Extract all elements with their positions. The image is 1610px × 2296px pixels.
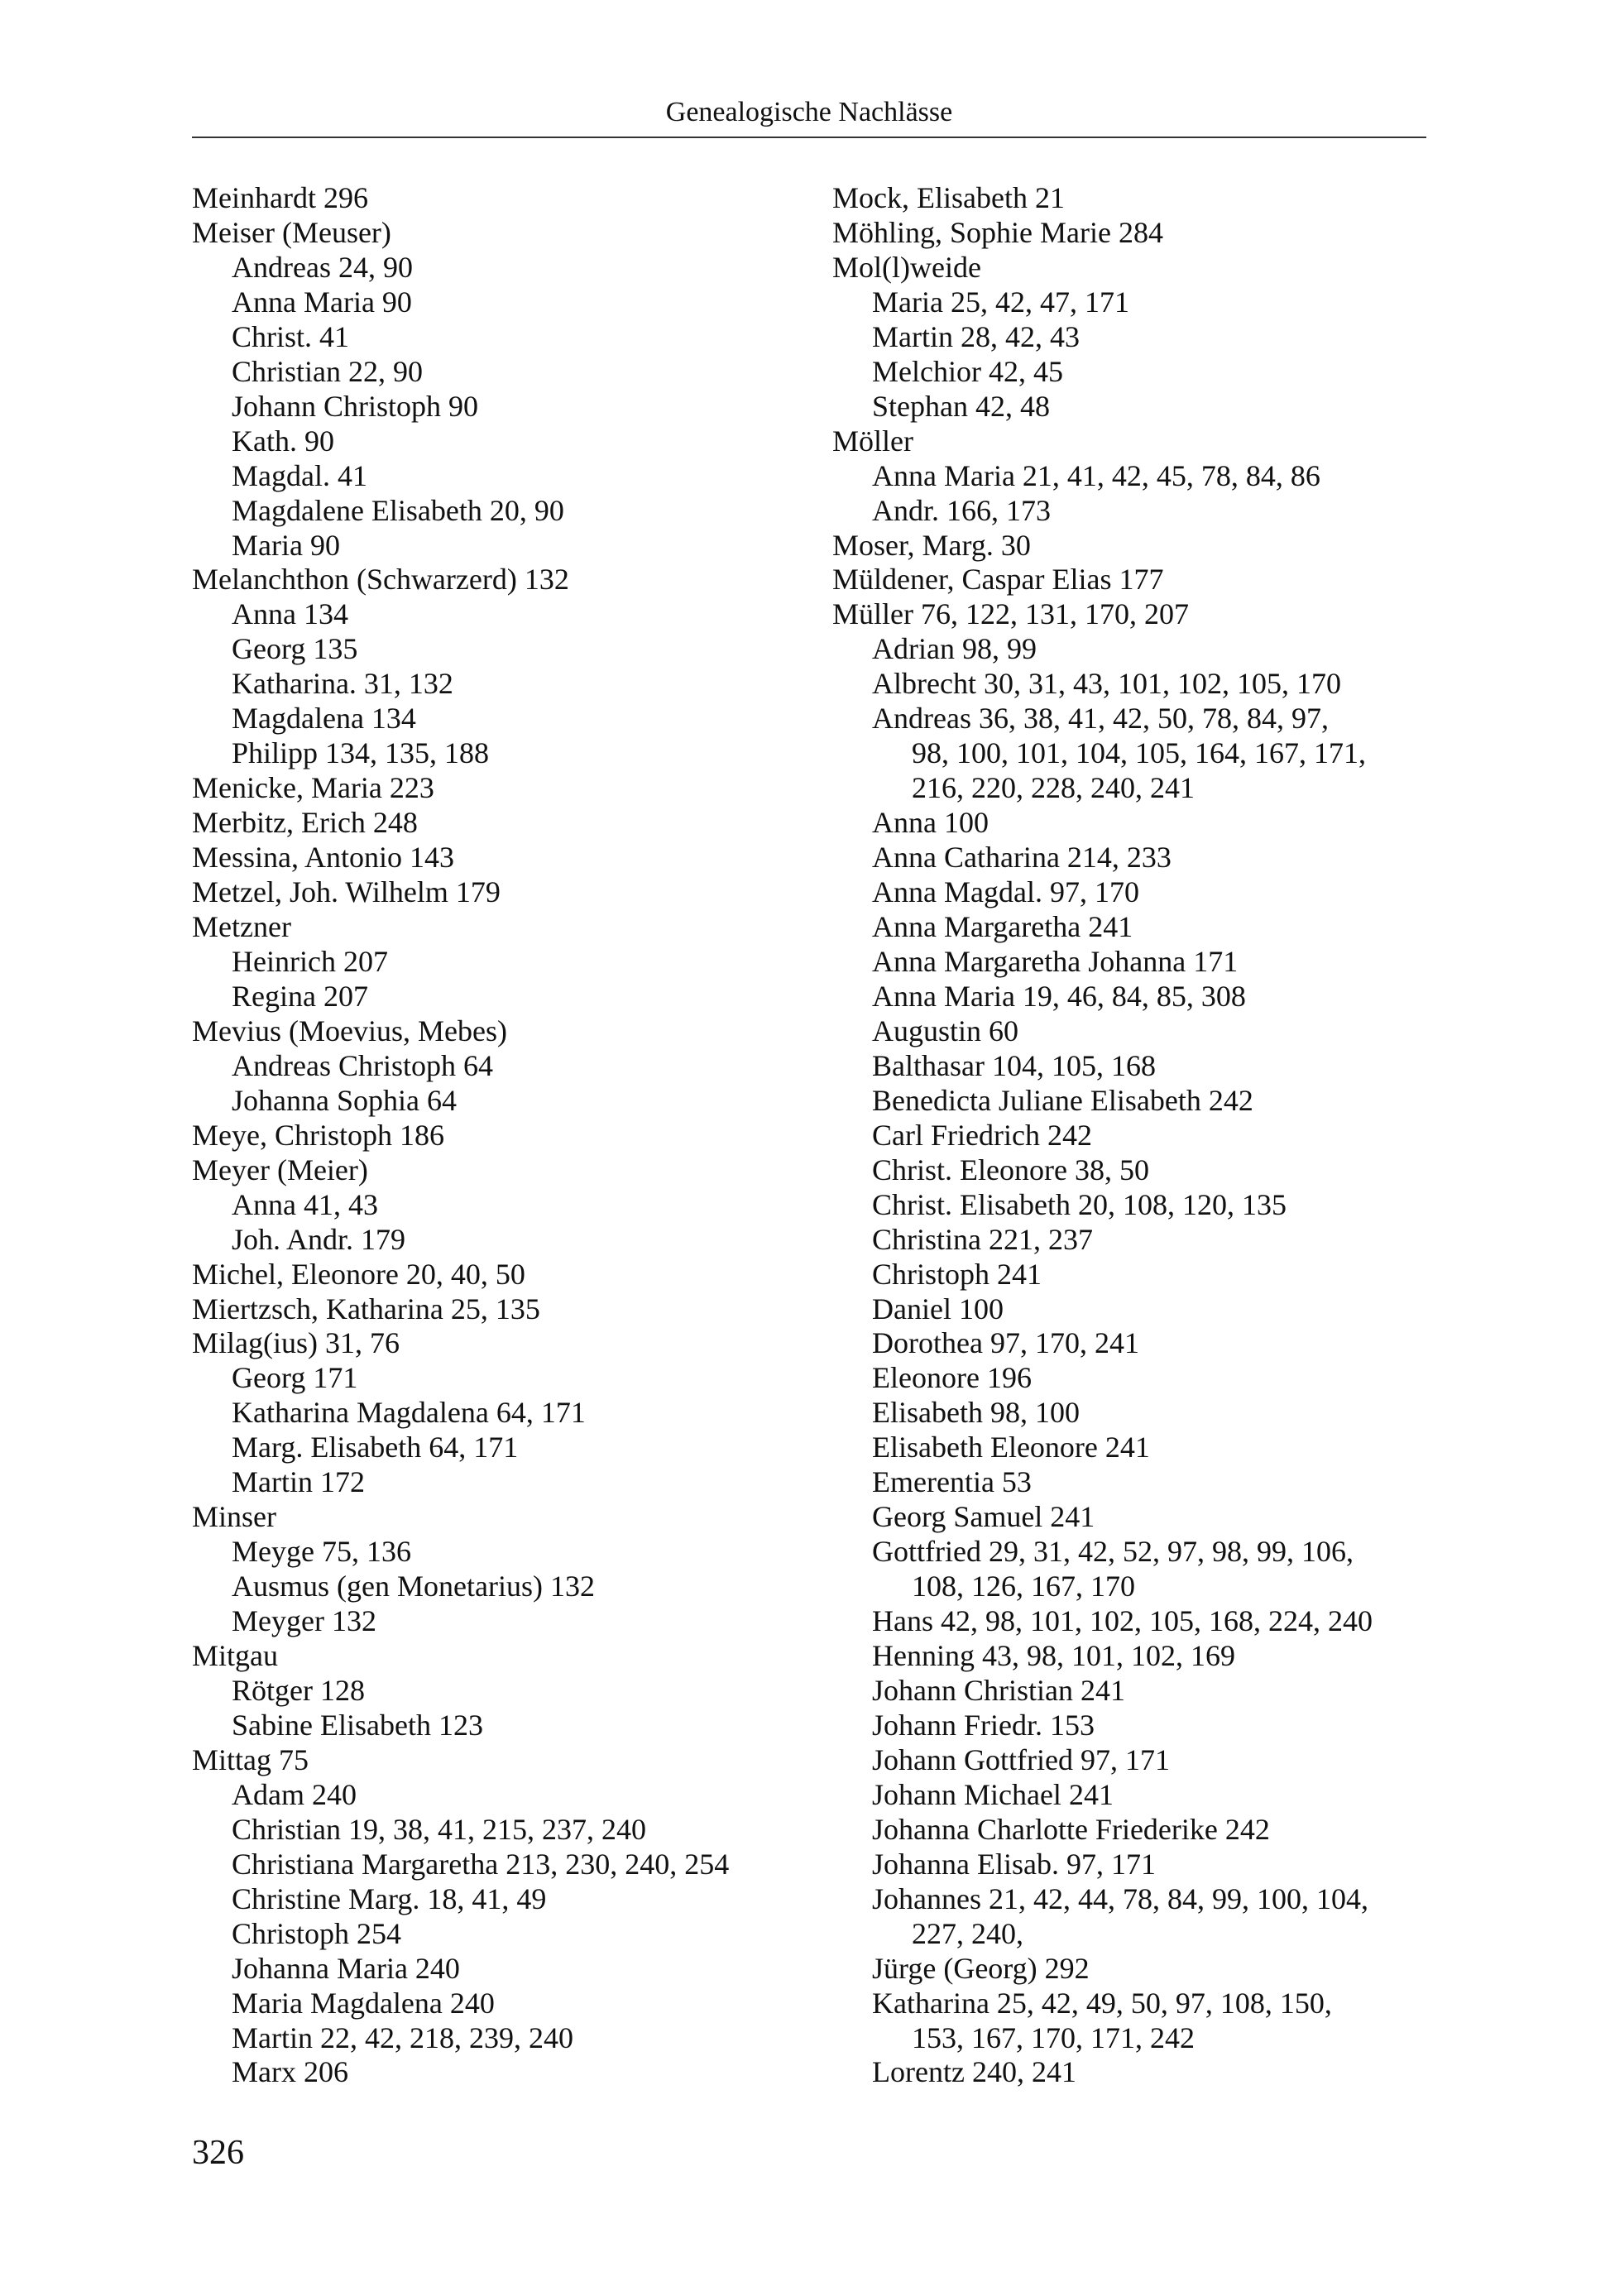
index-subentry: Lorentz 240, 241	[872, 2055, 1076, 2089]
index-entry: Mock, Elisabeth 21	[832, 181, 1065, 214]
index-subentry: Eleonore 196	[872, 1361, 1032, 1395]
index-subentry: Christian 22, 90	[232, 354, 423, 388]
index-subentry: Adam 240	[232, 1777, 357, 1811]
index-entry: Meye, Christoph 186	[192, 1118, 444, 1152]
index-continuation: 153, 167, 170, 171, 242	[912, 2020, 1195, 2054]
index-subentry: Johann Gottfried 97, 171	[872, 1742, 1170, 1776]
index-entry: Mittag 75	[192, 1742, 309, 1776]
index-subentry: Hans 42, 98, 101, 102, 105, 168, 224, 240	[872, 1604, 1373, 1638]
index-entry: Mevius (Moevius, Mebes)	[192, 1014, 507, 1047]
index-subentry: Jürge (Georg) 292	[872, 1951, 1090, 1985]
index-entry: Milag(ius) 31, 76	[192, 1326, 400, 1360]
index-subentry: Johanna Sophia 64	[232, 1083, 457, 1117]
index-subentry: Anna 41, 43	[232, 1187, 378, 1221]
index-subentry: Katharina Magdalena 64, 171	[232, 1396, 586, 1430]
index-subentry: Christina 221, 237	[872, 1222, 1093, 1256]
index-subentry: Anna Maria 21, 41, 42, 45, 78, 84, 86	[872, 458, 1320, 492]
index-subentry: Anna 134	[232, 597, 348, 631]
index-continuation: 227, 240,	[912, 1916, 1023, 1950]
index-subentry: Andreas 24, 90	[232, 250, 413, 284]
index-subentry: Christoph 241	[872, 1257, 1042, 1291]
index-subentry: Katharina 25, 42, 49, 50, 97, 108, 150,	[872, 1986, 1332, 2020]
index-subentry: Johanna Elisab. 97, 171	[872, 1847, 1156, 1881]
index-subentry: Martin 28, 42, 43	[872, 319, 1080, 353]
index-entry: Meyer (Meier)	[192, 1153, 368, 1186]
index-subentry: Johanna Charlotte Friederike 242	[872, 1812, 1270, 1846]
index-subentry: Sabine Elisabeth 123	[232, 1708, 483, 1742]
index-subentry: Magdalene Elisabeth 20, 90	[232, 493, 564, 527]
header-rule	[192, 137, 1426, 138]
index-subentry: Kath. 90	[232, 424, 334, 458]
index-subentry: Meyger 132	[232, 1604, 376, 1638]
index-subentry: Gottfried 29, 31, 42, 52, 97, 98, 99, 106,	[872, 1535, 1354, 1569]
index-entry: Metzel, Joh. Wilhelm 179	[192, 875, 501, 909]
running-header: Genealogische Nachlässe	[665, 97, 953, 127]
index-entry: Merbitz, Erich 248	[192, 806, 418, 840]
index-entry: Meinhardt 296	[192, 181, 368, 214]
index-subentry: Christiana Margaretha 213, 230, 240, 254	[232, 1847, 730, 1881]
index-subentry: Christ. 41	[232, 319, 350, 353]
index-subentry: Andreas Christoph 64	[232, 1048, 493, 1082]
index-subentry: Augustin 60	[872, 1014, 1019, 1047]
index-continuation: 98, 100, 101, 104, 105, 164, 167, 171,	[912, 736, 1366, 770]
index-subentry: Marx 206	[232, 2055, 348, 2089]
index-subentry: Anna Maria 90	[232, 285, 412, 319]
index-subentry: Benedicta Juliane Elisabeth 242	[872, 1083, 1253, 1117]
index-subentry: Johann Christoph 90	[232, 389, 479, 423]
index-entry: Möhling, Sophie Marie 284	[832, 215, 1163, 249]
index-subentry: Joh. Andr. 179	[232, 1222, 406, 1256]
index-subentry: Daniel 100	[872, 1292, 1004, 1325]
index-continuation: 108, 126, 167, 170	[912, 1570, 1135, 1603]
index-subentry: Maria 25, 42, 47, 171	[872, 285, 1129, 319]
index-entry: Melanchthon (Schwarzerd) 132	[192, 563, 569, 597]
index-subentry: Maria 90	[232, 528, 340, 562]
index-column-right	[832, 181, 1461, 2090]
index-entry: Messina, Antonio 143	[192, 841, 455, 875]
index-entry: Möller	[832, 424, 913, 458]
index-subentry: Elisabeth 98, 100	[872, 1396, 1080, 1430]
index-subentry: Christ. Elisabeth 20, 108, 120, 135	[872, 1187, 1287, 1221]
index-subentry: Georg Samuel 241	[872, 1500, 1095, 1534]
index-subentry: Emerentia 53	[872, 1465, 1032, 1499]
index-subentry: Regina 207	[232, 979, 368, 1013]
index-entry: Minser	[192, 1500, 276, 1534]
index-subentry: Meyge 75, 136	[232, 1535, 411, 1569]
index-subentry: Martin 22, 42, 218, 239, 240	[232, 2020, 573, 2054]
index-subentry: Adrian 98, 99	[872, 632, 1037, 666]
index-subentry: Christine Marg. 18, 41, 49	[232, 1881, 547, 1915]
index-subentry: Ausmus (gen Monetarius) 132	[232, 1570, 595, 1603]
index-entry: Müller 76, 122, 131, 170, 207	[832, 597, 1189, 631]
index-subentry: Anna Maria 19, 46, 84, 85, 308	[872, 979, 1246, 1013]
index-subentry: Heinrich 207	[232, 944, 388, 978]
index-subentry: Albrecht 30, 31, 43, 101, 102, 105, 170	[872, 667, 1341, 701]
index-subentry: Johann Friedr. 153	[872, 1708, 1095, 1742]
index-subentry: Andreas 36, 38, 41, 42, 50, 78, 84, 97,	[872, 702, 1329, 736]
index-subentry: Johanna Maria 240	[232, 1951, 460, 1985]
index-subentry: Andr. 166, 173	[872, 493, 1051, 527]
index-subentry: Anna Margaretha 241	[872, 910, 1133, 944]
index-subentry: Elisabeth Eleonore 241	[872, 1431, 1150, 1464]
index-subentry: Christ. Eleonore 38, 50	[872, 1153, 1149, 1186]
index-subentry: Henning 43, 98, 101, 102, 169	[872, 1639, 1235, 1673]
index-subentry: Katharina. 31, 132	[232, 667, 453, 701]
index-subentry: Johann Michael 241	[872, 1777, 1114, 1811]
index-entry: Meiser (Meuser)	[192, 215, 391, 249]
index-entry: Mol(l)weide	[832, 250, 981, 284]
index-subentry: Anna Catharina 214, 233	[872, 841, 1172, 875]
index-subentry: Martin 172	[232, 1465, 365, 1499]
index-subentry: Magdal. 41	[232, 458, 367, 492]
index-entry: Müldener, Caspar Elias 177	[832, 563, 1164, 597]
index-subentry: Christoph 254	[232, 1916, 402, 1950]
index-subentry: Melchior 42, 45	[872, 354, 1063, 388]
index-subentry: Johannes 21, 42, 44, 78, 84, 99, 100, 104,	[872, 1881, 1368, 1915]
index-subentry: Anna Margaretha Johanna 171	[872, 944, 1239, 978]
index-entry: Metzner	[192, 910, 291, 944]
index-subentry: Marg. Elisabeth 64, 171	[232, 1431, 519, 1464]
index-subentry: Maria Magdalena 240	[232, 1986, 495, 2020]
index-subentry: Christian 19, 38, 41, 215, 237, 240	[232, 1812, 646, 1846]
index-entry: Michel, Eleonore 20, 40, 50	[192, 1257, 525, 1291]
index-continuation: 216, 220, 228, 240, 241	[912, 771, 1195, 805]
index-entry: Miertzsch, Katharina 25, 135	[192, 1292, 540, 1325]
index-subentry: Philipp 134, 135, 188	[232, 736, 490, 770]
index-column-left	[192, 181, 788, 2090]
index-entry: Menicke, Maria 223	[192, 771, 434, 805]
page-number: 326	[192, 2134, 244, 2172]
index-subentry: Georg 171	[232, 1361, 358, 1395]
index-subentry: Balthasar 104, 105, 168	[872, 1048, 1156, 1082]
index-subentry: Anna Magdal. 97, 170	[872, 875, 1139, 909]
index-subentry: Anna 100	[872, 806, 989, 840]
index-subentry: Stephan 42, 48	[872, 389, 1050, 423]
index-subentry: Dorothea 97, 170, 241	[872, 1326, 1139, 1360]
index-subentry: Carl Friedrich 242	[872, 1118, 1092, 1152]
index-entry: Moser, Marg. 30	[832, 528, 1031, 562]
index-subentry: Rötger 128	[232, 1673, 365, 1707]
index-subentry: Georg 135	[232, 632, 358, 666]
index-subentry: Magdalena 134	[232, 702, 416, 736]
index-entry: Mitgau	[192, 1639, 278, 1673]
index-subentry: Johann Christian 241	[872, 1673, 1125, 1707]
